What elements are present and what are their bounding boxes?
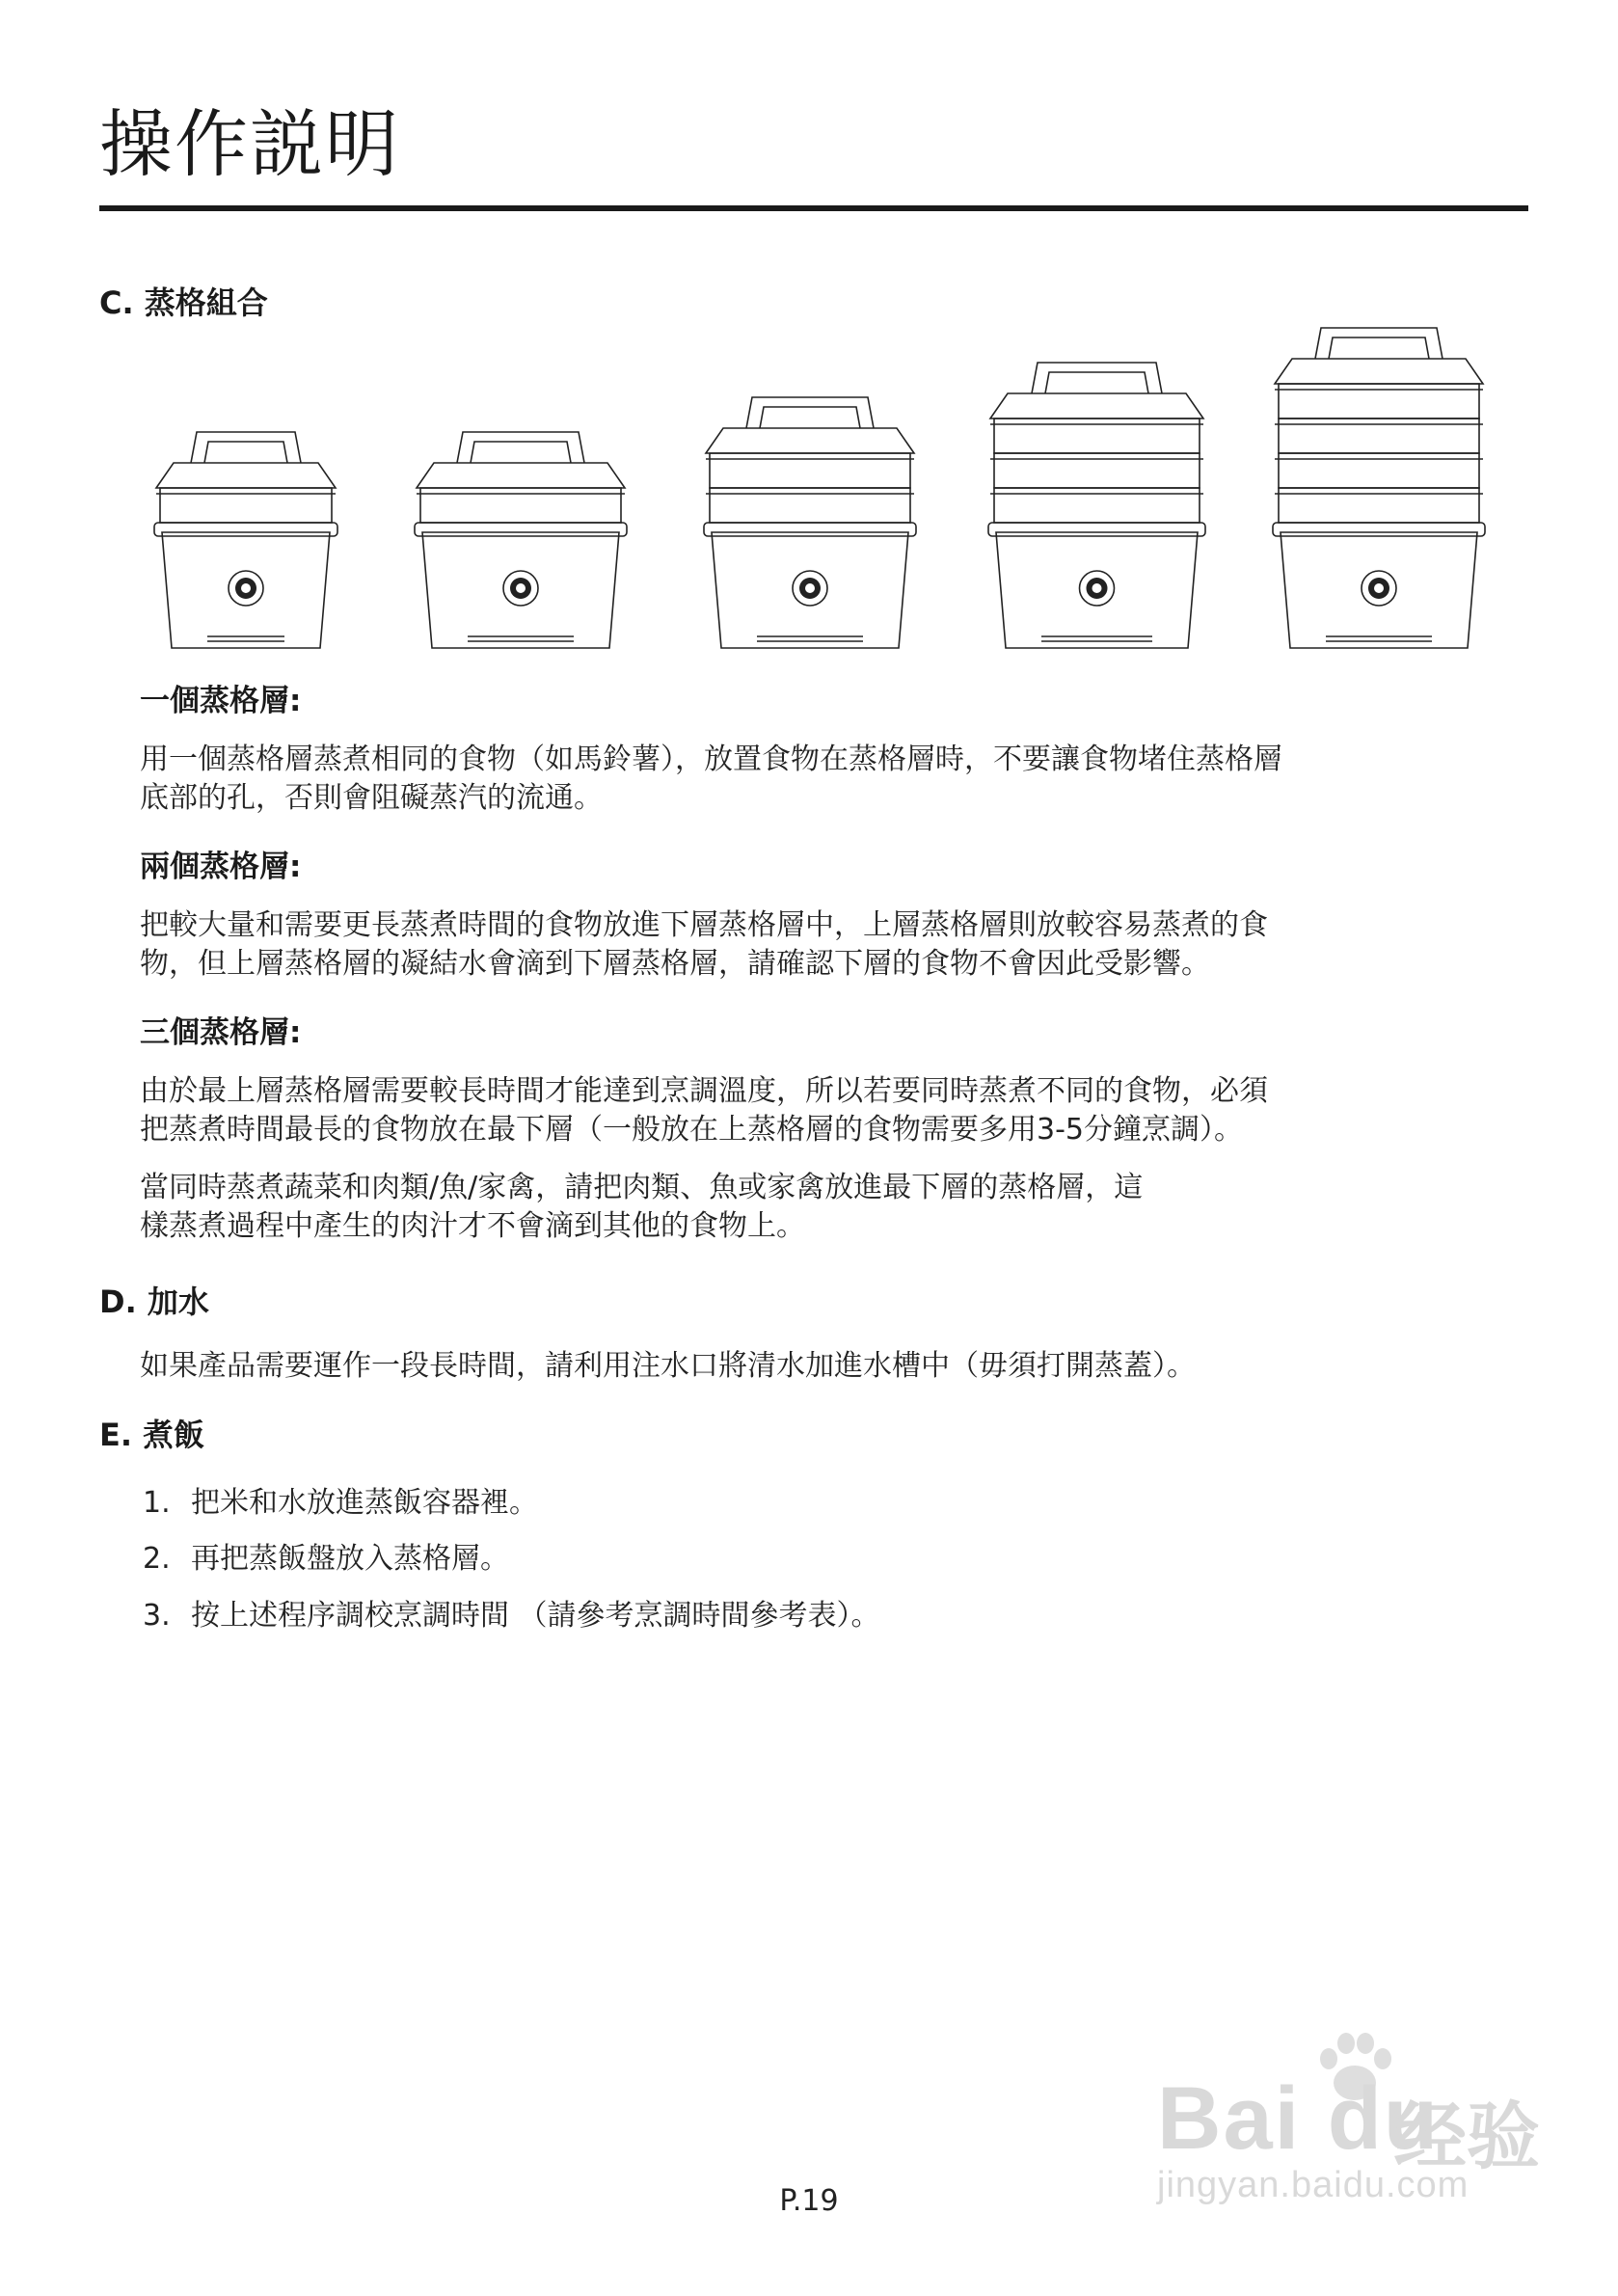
page-number: P.19 — [779, 2184, 839, 2218]
list-item-number: 2. — [143, 1542, 171, 1576]
one-layer-heading: 一個蒸格層: — [140, 684, 302, 718]
baidu-jingyan-watermark — [1138, 2030, 1543, 2203]
two-layer-line-2: 物，但上層蒸格層的凝結水會滴到下層蒸格層，請確認下層的食物不會因此受影響。 — [140, 947, 1210, 981]
list-item-number: 3. — [143, 1599, 171, 1633]
list-item — [143, 1542, 509, 1576]
three-layer-heading: 三個蒸格層: — [140, 1015, 302, 1050]
title-divider — [99, 205, 1528, 211]
steamer-drawing — [1273, 328, 1485, 648]
three-layer-line-2: 把蒸煮時間最長的食物放在最下層（一般放在上蒸格層的食物需要多用3-5分鐘烹調）。 — [140, 1113, 1243, 1147]
three-layer-text — [140, 1072, 1470, 1149]
steamer-drawing — [154, 432, 337, 648]
one-layer-line-2: 底部的孔，否則會阻礙蒸汽的流通。 — [140, 781, 603, 815]
one-layer-line-1: 用一個蒸格層蒸煮相同的食物（如馬鈴薯），放置食物在蒸格層時，不要讓食物堵住蒸格層 — [140, 743, 1282, 776]
list-item — [143, 1486, 538, 1520]
section-e-heading: E. 煮飯 — [99, 1417, 205, 1453]
watermark-brand: Bai du — [1157, 2069, 1441, 2168]
three-layer-line-1: 由於最上層蒸格層需要較長時間才能達到烹調溫度，所以若要同時蒸煮不同的食物，必須 — [140, 1074, 1268, 1108]
add-water-text: 如果產品需要運作一段長時間，請利用注水口將清水加進水槽中（毋須打開蒸蓋）。 — [140, 1349, 1196, 1383]
list-item-text: 把米和水放進蒸飯容器裡。 — [191, 1486, 538, 1520]
steamer-configurations-illustration — [154, 366, 1485, 656]
list-item-text: 按上述程序調校烹調時間 （請參考烹調時間參考表）。 — [191, 1599, 880, 1633]
page-title: 操作説明 — [99, 101, 400, 187]
meat-fish-line-1: 當同時蒸煮蔬菜和肉類/魚/家禽，請把肉類、魚或家禽放進最下層的蒸格層，這 — [140, 1171, 1144, 1204]
meat-fish-note — [140, 1169, 1470, 1246]
section-d-heading: D. 加水 — [99, 1283, 209, 1320]
steamer-drawings — [154, 366, 1485, 656]
two-layer-text — [140, 906, 1470, 984]
two-layer-line-1: 把較大量和需要更長蒸煮時間的食物放進下層蒸格層中，上層蒸格層則放較容易蒸煮的食 — [140, 908, 1268, 942]
watermark-url: jingyan.baidu.com — [1157, 2165, 1470, 2205]
meat-fish-line-2: 樣蒸煮過程中產生的肉汁才不會滴到其他的食物上。 — [140, 1209, 805, 1243]
watermark-cn: 经验 — [1393, 2093, 1540, 2179]
two-layer-heading: 兩個蒸格層: — [140, 850, 302, 884]
list-item-text: 再把蒸飯盤放入蒸格層。 — [191, 1542, 509, 1576]
steamer-drawing — [704, 397, 916, 648]
steamer-drawing — [988, 363, 1205, 648]
one-layer-text — [140, 741, 1470, 818]
steamer-drawing — [415, 432, 627, 648]
section-c-heading: C. 蒸格組合 — [99, 284, 268, 321]
list-item — [143, 1599, 880, 1633]
list-item-number: 1. — [143, 1486, 171, 1520]
